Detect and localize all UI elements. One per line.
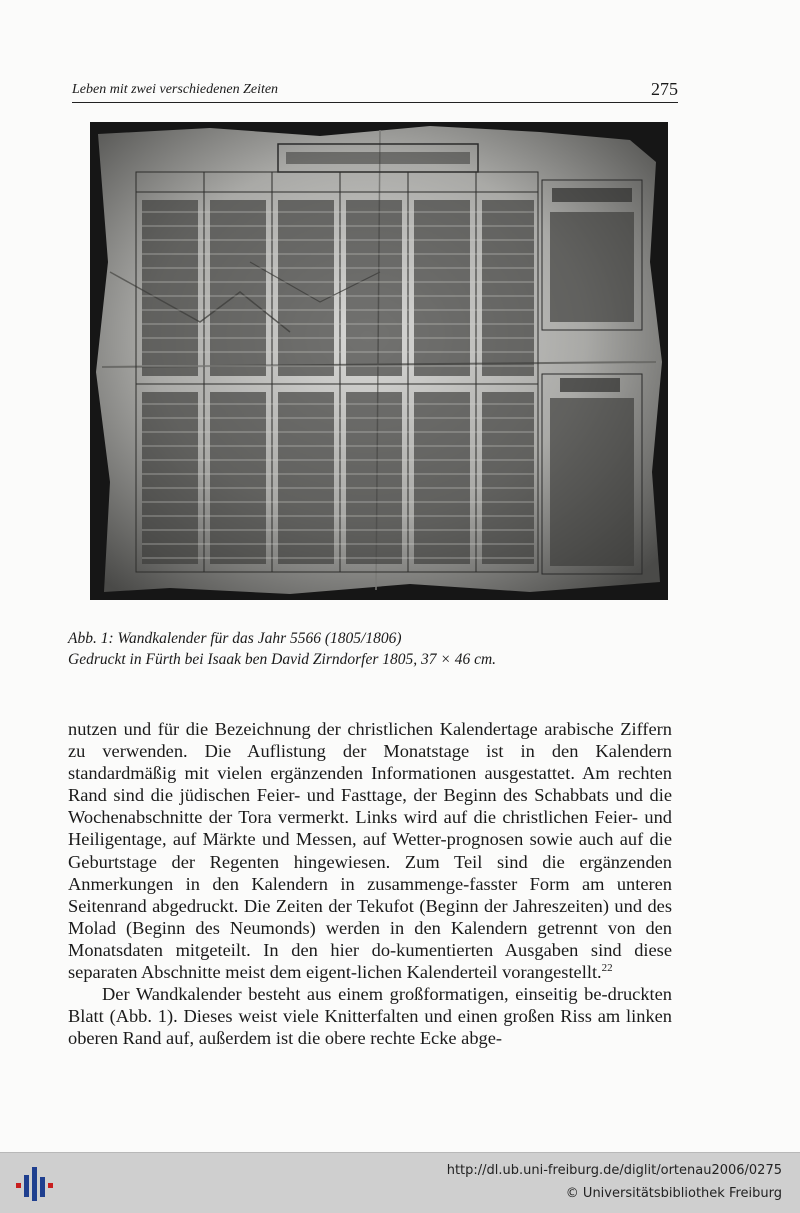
figure-caption: [68, 628, 688, 670]
permalink-url[interactable]: http://dl.ub.uni-freiburg.de/diglit/ortenau2006/0275: [446, 1163, 782, 1178]
copyright-notice: © Universitätsbibliothek Freiburg: [565, 1186, 782, 1201]
body-text: [68, 718, 672, 1049]
paragraph-2: Der Wandkalender besteht aus einem großformatigen, einseitig be-druckten Blatt (Abb. 1). Dieses weist viele Knitterfalten und einen großen Riss am linken oberen Rand auf, außerdem ist die obere rechte Ecke abge-: [68, 984, 672, 1049]
viewer-footer: [0, 1152, 800, 1213]
ub-freiburg-logo-icon[interactable]: [14, 1165, 54, 1203]
caption-line-2: Gedruckt in Fürth bei Isaak ben David Zirndorfer 1805, 37 × 46 cm.: [68, 651, 497, 668]
running-title: Leben mit zwei verschiedenen Zeiten: [72, 82, 279, 97]
footnote-ref-22[interactable]: 22: [601, 961, 613, 974]
calendar-photograph: [90, 122, 668, 600]
page-number: 275: [651, 79, 678, 99]
running-header: [72, 80, 678, 103]
calendar-image: [90, 122, 668, 600]
paragraph-1-text: nutzen und für die Bezeichnung der christlichen Kalendertage arabische Ziffern zu verwenden. Die Auflistung der Monatstage ist in den Kalendern standardmäßig mit vielen ergänzenden Informationen ausgestattet. Am rechten Rand sind die jüdischen Feier- und Fasttage, der Beginn des Schabbats und die Wochenabschnitte der Tora vermerkt. Links wird auf die christlichen Feier- und Heiligentage, auf Märkte und Messen, auf Wetter-prognosen sowie auch auf die Geburtstage der Regenten hingewiesen. Zum Teil sind die ergänzenden Anmerkungen in den Kalendern in zusammenge-fasster Form am unteren Seitenrand abgedruckt. Die Zeiten der Tekufot (Beginn der Jahreszeiten) und des Molad (Beginn des Neumonds) werden in den Kalendern getrennt von den Monatsdaten mitgeteilt. In den hier do-kumentierten Ausgaben sind diese separaten Abschnitte meist dem eigent-lichen Kalenderteil vorangestellt.: [68, 719, 672, 983]
paragraph-1: [68, 718, 672, 983]
caption-line-1: Abb. 1: Wandkalender für das Jahr 5566 (1805/1806): [68, 630, 402, 647]
